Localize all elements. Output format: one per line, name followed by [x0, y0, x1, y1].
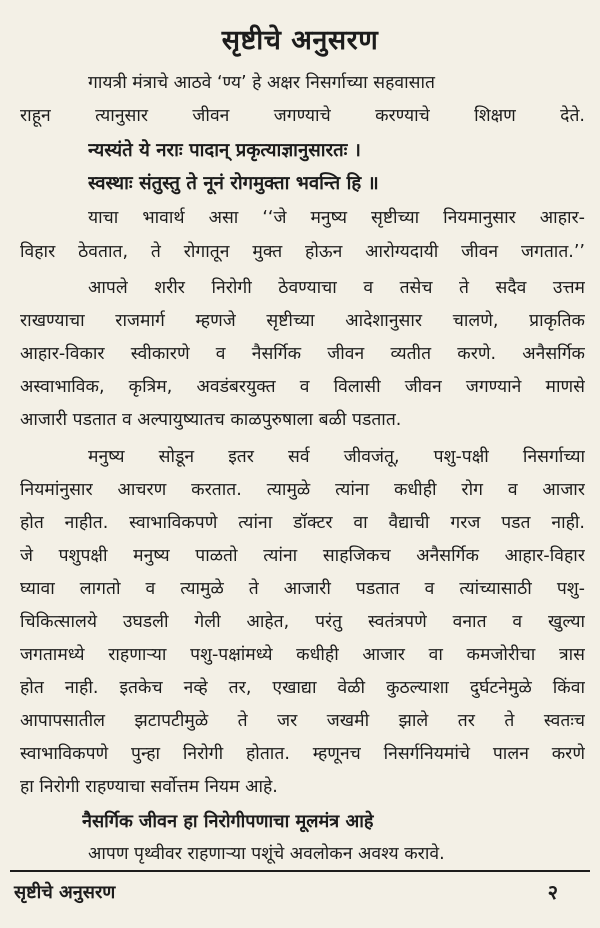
text-line-1: गायत्री मंत्राचे आठवे ‘ण्य’ हे अक्षर निसर्गाच्या सहवासात	[88, 73, 435, 93]
text-line-20: आपापसातील झटापटीमुळे ते जर जखमी झाले तर ते स्वतःच	[20, 711, 585, 731]
text-line-13: नियमांनुसार आचरण करतात. त्यामुळे त्यांना कधीही रोग व आजार	[20, 480, 585, 500]
page-title: सृष्टीचे अनुसरण	[221, 25, 379, 56]
text-line-22: हा निरोगी राहण्याचा सर्वोत्तम नियम आहे.	[20, 777, 278, 797]
section-heading: नैसर्गिक जीवन हा निरोगीपणाचा मूलमंत्र आहे	[82, 811, 374, 832]
text-line-14: होत नाहीत. स्वाभाविकपणे त्यांना डॉक्टर वा वैद्याची गरज पडत नाही.	[20, 513, 585, 533]
text-line-5: याचा भावार्थ असा ‘‘जे मनुष्य सृष्टीच्या नियमानुसार आहार-	[88, 208, 585, 228]
text-line-15: जे पशुपक्षी मनुष्य पाळतो त्यांना साहजिकच अनैसर्गिक आहार-विहार	[20, 546, 585, 566]
text-line-18: जगतामध्ये राहणाऱ्या पशु-पक्षांमध्ये कधीही आजार वा कमजोरीचा त्रास	[20, 645, 585, 665]
text-line-19: होत नाही. इतकेच नव्हे तर, एखाद्या वेळी कुठल्याशा दुर्घटनेमुळे किंवा	[20, 678, 585, 698]
text-line-11: आजारी पडतात व अल्पायुष्यातच काळपुरुषाला बळी पडतात.	[20, 410, 402, 430]
text-line-24: आपण पृथ्वीवर राहणाऱ्या पशूंचे अवलोकन अवश्य करावे.	[88, 844, 445, 864]
text-line-9: आहार-विकार स्वीकारणे व नैसर्गिक जीवन व्यतीत करणे. अनैसर्गिक	[20, 344, 585, 364]
text-line-16: घ्यावा लागतो व त्यामुळे ते आजारी पडतात व त्यांच्यासाठी पशु-	[20, 579, 585, 599]
footer-divider	[10, 870, 590, 872]
text-line-8: राखण्याचा राजमार्ग म्हणजे सृष्टीच्या आदेशानुसार चालणे, प्राकृतिक	[20, 311, 585, 331]
text-line-7: आपले शरीर निरोगी ठेवण्याचा व तसेच ते सदैव उत्तम	[88, 278, 585, 298]
page-number: २	[547, 880, 558, 904]
text-line-17: चिकित्सालये उघडली गेली आहेत, परंतु स्वतंत्रपणे वनात व खुल्या	[20, 612, 585, 632]
text-line-12: मनुष्य सोडून इतर सर्व जीवजंतू, पशु-पक्षी निसर्गाच्या	[88, 447, 585, 467]
footer-title: सृष्टीचे अनुसरण	[14, 882, 116, 903]
verse-line-1: न्यस्यंते ये नराः पादान् प्रकृत्याज्ञानुसारतः ।	[88, 140, 361, 161]
text-line-10: अस्वाभाविक, कृत्रिम, अवडंबरयुक्त व विलासी जीवन जगण्याने माणसे	[20, 377, 585, 397]
verse-line-2: स्वस्थाः संतुस्तु ते नूनं रोगमुक्ता भवन्ति हि ॥	[88, 173, 379, 194]
text-line-6: विहार ठेवतात, ते रोगातून मुक्त होऊन आरोग्यदायी जीवन जगतात.’’	[20, 242, 585, 262]
text-line-21: स्वाभाविकपणे पुन्हा निरोगी होतात. म्हणूनच निसर्गनियमांचे पालन करणे	[20, 744, 585, 764]
text-line-2: राहून त्यानुसार जीवन जगण्याचे करण्याचे शिक्षण देते.	[20, 106, 585, 126]
